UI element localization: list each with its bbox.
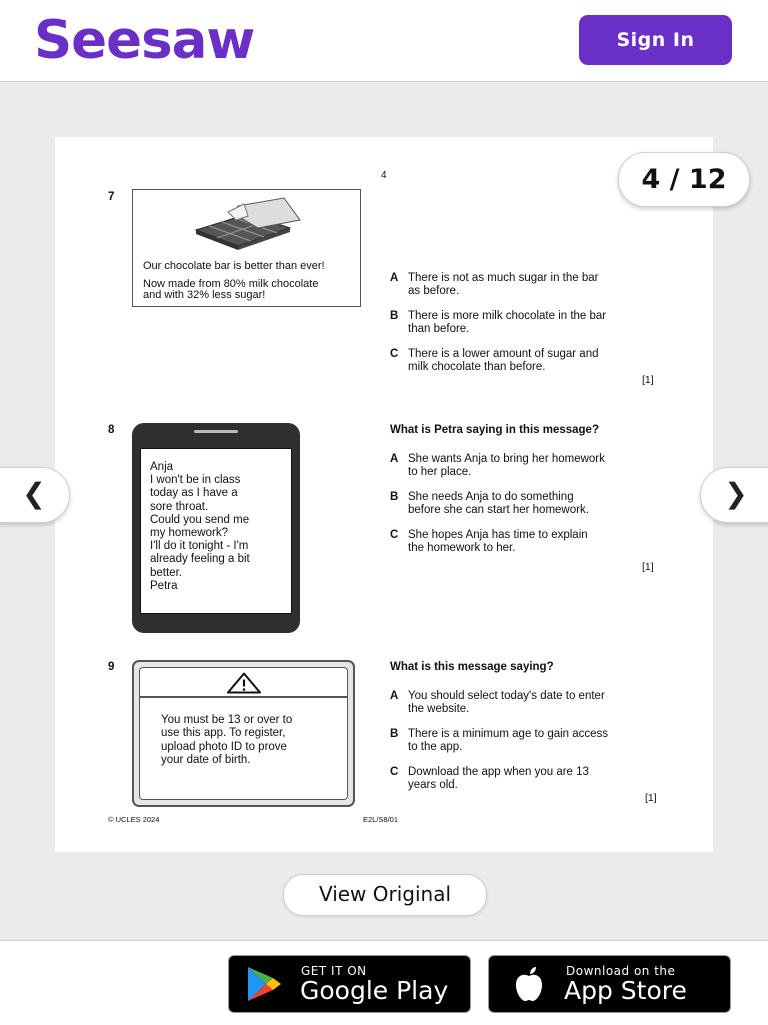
chevron-left-icon: ❮ (22, 477, 46, 510)
q8-option-a-letter: A (390, 453, 399, 465)
chocolate-bar-icon (188, 194, 308, 254)
q7-option-b-line2: than before. (408, 323, 470, 335)
q7-ad-line3: and with 32% less sugar! (143, 289, 266, 301)
q8-option-a-line1: She wants Anja to bring her homework (408, 453, 605, 465)
q8-option-c-line2: the homework to her. (408, 542, 516, 554)
notice-text: You must be 13 or over to use this app. To register, upload photo ID to prove your date of birth. (161, 714, 293, 766)
document-code: E2L/S8/01 (363, 815, 399, 824)
q8-option-b-line1: She needs Anja to do something (408, 491, 574, 503)
q9-option-b-line2: to the app. (408, 741, 463, 753)
apple-icon (509, 964, 549, 1004)
google-play-small-text: GET IT ON (301, 964, 367, 978)
q9-option-c-letter: C (390, 766, 399, 778)
google-play-label: Google Play (300, 976, 449, 1005)
q7-option-a-line2: as before. (408, 285, 460, 297)
app-store-small-text: Download on the (566, 964, 676, 978)
phone-speaker (194, 430, 238, 433)
q8-option-a-line2: to her place. (408, 466, 472, 478)
message-text: Anja I won't be in class today as I have a sore throat. Could you send me my homework? I'll do it tonight - I'm already feeling a bit better. Petra (150, 461, 250, 592)
q7-ad-line2: Now made from 80% milk chocolate (143, 278, 319, 290)
q8-number: 8 (108, 424, 115, 436)
dialog-divider (140, 696, 347, 698)
q8-option-c-line1: She hopes Anja has time to explain (408, 529, 588, 541)
warning-dialog-inner (139, 667, 348, 800)
q7-ad-headline: Our chocolate bar is better than ever! (143, 260, 325, 272)
q9-option-c-line1: Download the app when you are 13 (408, 766, 589, 778)
previous-page-button[interactable] (0, 467, 70, 523)
q9-option-a-line1: You should select today's date to enter (408, 690, 605, 702)
document-viewer (0, 82, 768, 940)
warning-dialog (132, 660, 355, 807)
chevron-right-icon: ❯ (724, 477, 748, 510)
q8-option-b-letter: B (390, 491, 399, 503)
app-store-badge[interactable] (488, 955, 731, 1013)
q7-mark: [1] (642, 374, 654, 386)
seesaw-logo[interactable]: Seesaw (34, 10, 255, 71)
q7-option-b-letter: B (390, 310, 399, 322)
q9-mark: [1] (645, 792, 657, 804)
google-play-icon (244, 965, 284, 1003)
view-original-button[interactable]: View Original (283, 874, 487, 916)
app-store-label: App Store (564, 976, 687, 1005)
q8-option-c-letter: C (390, 529, 399, 541)
page-counter: 4 / 12 (618, 152, 750, 207)
sign-in-button[interactable]: Sign In (579, 15, 732, 65)
q7-option-a-letter: A (390, 272, 399, 284)
google-play-badge[interactable] (228, 955, 471, 1013)
q8-question: What is Petra saying in this message? (390, 424, 599, 436)
next-page-button[interactable] (700, 467, 768, 523)
document-page (55, 137, 713, 852)
q7-number: 7 (108, 191, 115, 203)
q9-question: What is this message saying? (390, 661, 554, 673)
q9-option-b-line1: There is a minimum age to gain access (408, 728, 609, 740)
page-number: 4 (381, 170, 387, 181)
copyright: © UCLES 2024 (108, 815, 160, 824)
q7-advert-box (132, 189, 361, 307)
warning-triangle-icon (226, 672, 262, 694)
header-bar (0, 0, 768, 82)
q7-option-c-line2: milk chocolate than before. (408, 361, 546, 373)
q8-mark: [1] (642, 561, 654, 573)
q7-option-b-line1: There is more milk chocolate in the bar (408, 310, 607, 322)
q7-option-a-line1: There is not as much sugar in the bar (408, 272, 599, 284)
q9-option-c-line2: years old. (408, 779, 458, 791)
q7-option-c-letter: C (390, 348, 399, 360)
q7-option-c-line1: There is a lower amount of sugar and (408, 348, 599, 360)
q9-option-a-line2: the website. (408, 703, 470, 715)
q8-option-b-line2: before she can start her homework. (408, 504, 589, 516)
q9-option-b-letter: B (390, 728, 399, 740)
q9-number: 9 (108, 661, 115, 673)
phone-illustration (132, 423, 300, 633)
app-store-footer (0, 940, 768, 1025)
q9-option-a-letter: A (390, 690, 399, 702)
phone-screen (140, 448, 292, 614)
